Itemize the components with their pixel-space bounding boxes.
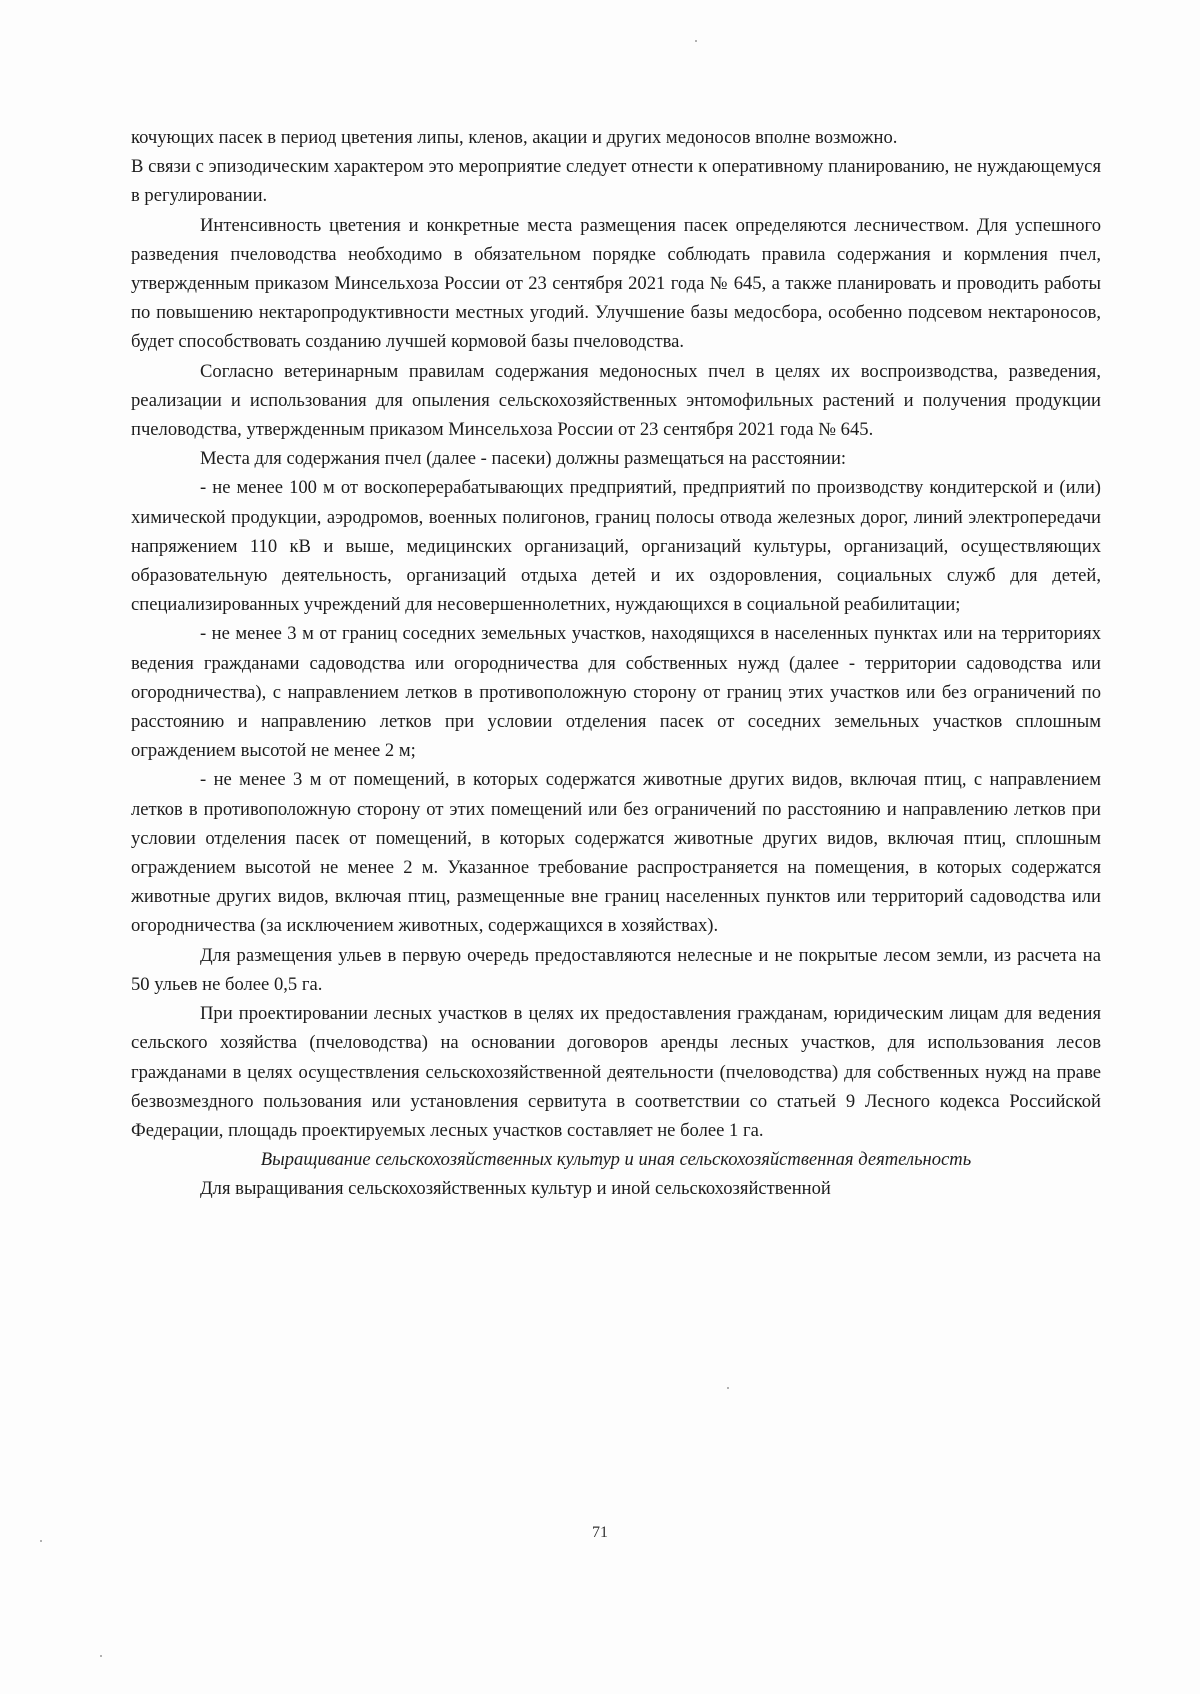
list-item: - не менее 100 м от воскоперерабатывающих предприятий, предприятий по производству кондитерской и (или) химической продукции, аэродромов, военных полигонов, границ полосы отвода железных дорог, линий электропередачи напряжением 110 кВ и выше, медицинских организаций, организаций культуры, организаций, осуществляющих образовательную деятельность, организаций отдыха детей и их оздоровления, социальных служб для детей, специализированных учреждений для несовершеннолетних, нуждающихся в социальной реабилитации; — [131, 477, 1101, 616]
paragraph: Согласно ветеринарным правилам содержания медоносных пчел в целях их воспроизводства, разведения, реализации и использования для опыления сельскохозяйственных энтомофильных растений и получения продукции пчеловодства, утвержденным приказом Минсельхоза России от 23 сентября 2021 года № 645. — [131, 360, 1101, 441]
scan-speck — [727, 1387, 729, 1389]
paragraph-continuation: кочующих пасек в период цветения липы, кленов, акации и других медоносов вполне возможно. — [131, 127, 898, 148]
paragraph: Для размещения ульев в первую очередь предоставляются нелесные и не покрытые лесом земли, из расчета на 50 ульев не более 0,5 га. — [131, 944, 1101, 995]
scan-speck — [100, 1655, 102, 1657]
paragraph: Места для содержания пчел (далее - пасеки) должны размещаться на расстоянии: — [200, 448, 847, 470]
page-number: 71 — [592, 1524, 608, 1541]
body-text — [131, 123, 1101, 1204]
list-item: - не менее 3 м от границ соседних земельных участков, находящихся в населенных пунктах или на территориях ведения гражданами садоводства или огородничества для собственных нужд (далее - территории садоводства или огородничества), с направлением летков в противоположную сторону от границ этих участков или без ограничений по расстоянию и направлению летков при условии отделения пасек от соседних земельных участков сплошным ограждением высотой не менее 2 м; — [131, 623, 1101, 762]
section-heading: Выращивание сельскохозяйственных культур и иная сельскохозяйственная деятельность — [260, 1149, 972, 1171]
paragraph: Интенсивность цветения и конкретные места размещения пасек определяются лесничеством. Для успешного разведения пчеловодства необходимо в обязательном порядке соблюдать правила содержания и кормления пчел, утвержденным приказом Минсельхоза России от 23 сентября 2021 года № 645, а также планировать и проводить работы по повышению нектаропродуктивности местных угодий. Улучшение базы медосбора, особенно подсевом нектароносов, будет способствовать созданию лучшей кормовой базы пчеловодства. — [131, 214, 1101, 353]
list-item: - не менее 3 м от помещений, в которых содержатся животные других видов, включая птиц, с направлением летков в противоположную сторону от этих помещений или без ограничений по расстоянию и направлению летков при условии отделения пасек от помещений, в которых содержатся животные других видов, включая птиц, сплошным ограждением высотой не менее 2 м. Указанное требование распространяется на помещения, в которых содержатся животные других видов, включая птиц, размещенные вне границ населенных пунктов или территорий садоводства или огородничества (за исключением животных, содержащихся в хозяйствах). — [131, 769, 1101, 937]
paragraph: При проектировании лесных участков в целях их предоставления гражданам, юридическим лицам для ведения сельского хозяйства (пчеловодства) на основании договоров аренды лесных участков, для использования лесов гражданами в целях осуществления сельскохозяйственной деятельности (пчеловодства) для собственных нужд на праве безвозмездного пользования или установления сервитута в соответствии со статьей 9 Лесного кодекса Российской Федерации, площадь проектируемых лесных участков составляет не более 1 га. — [131, 1003, 1101, 1141]
paragraph-start: Для выращивания сельскохозяйственных культур и иной сельскохозяйственной — [200, 1178, 831, 1200]
scan-speck — [40, 1540, 42, 1542]
paragraph: В связи с эпизодическим характером это мероприятие следует отнести к оперативному планированию, не нуждающемуся в регулировании. — [131, 156, 1101, 207]
scan-speck — [695, 40, 697, 42]
